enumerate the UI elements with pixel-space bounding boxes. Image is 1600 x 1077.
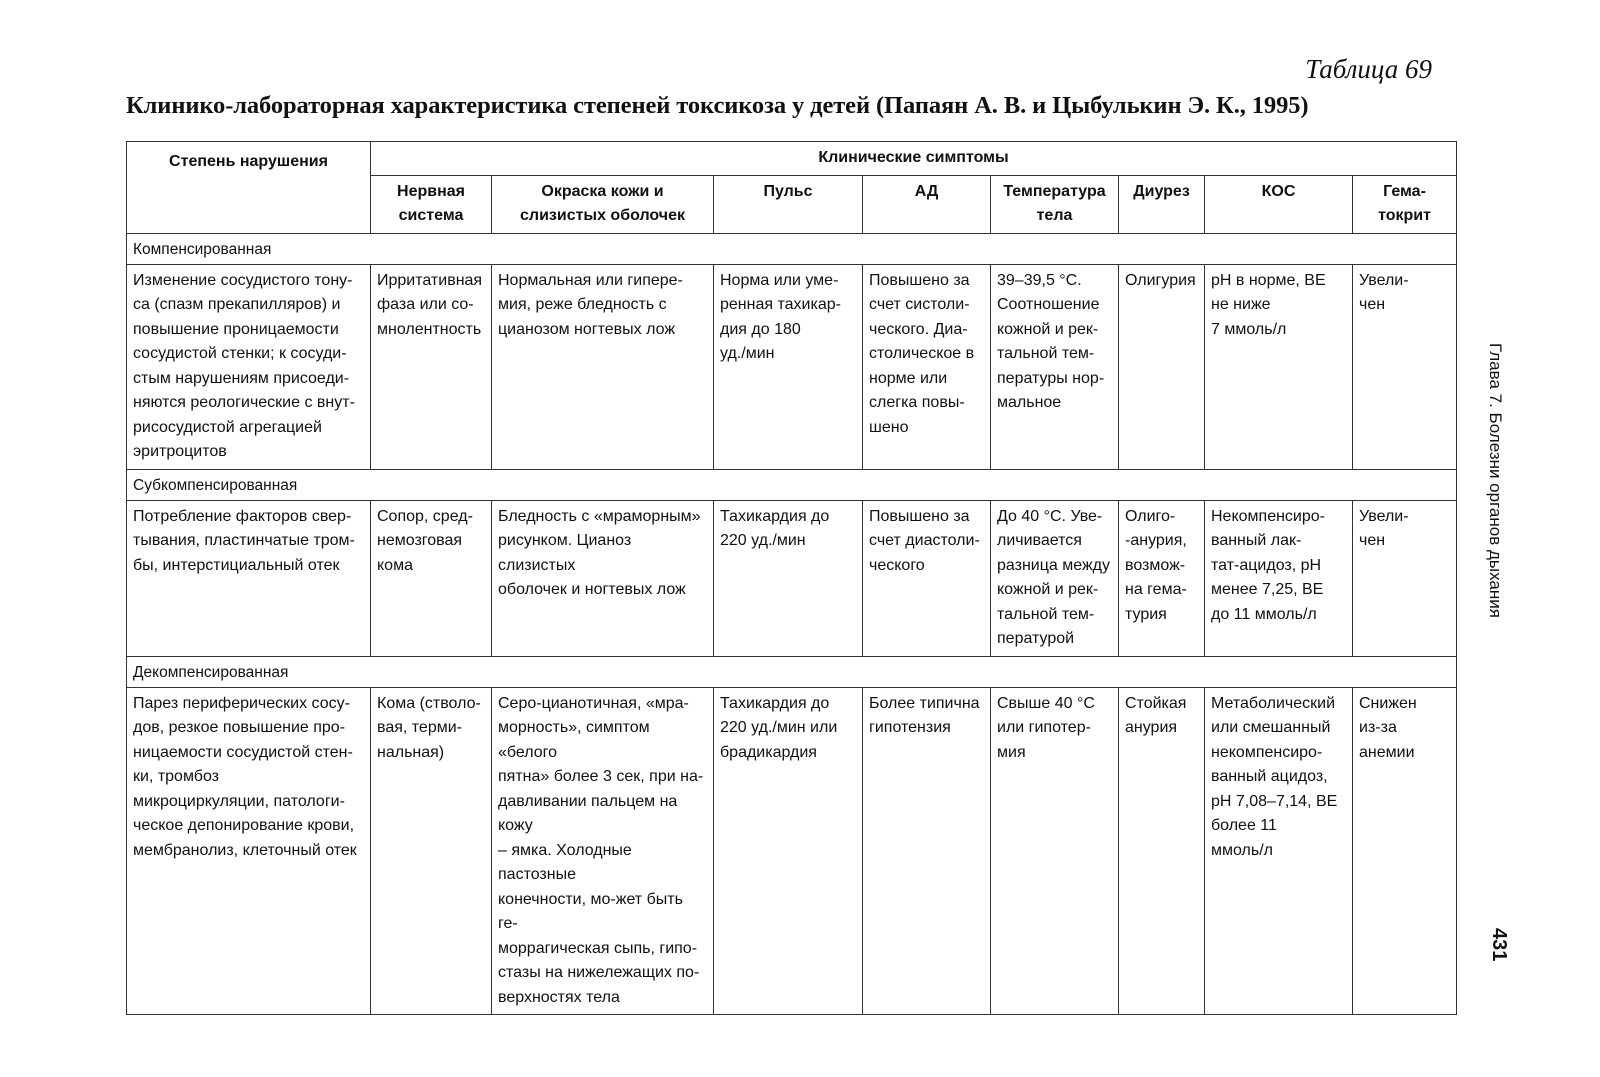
table-cell: Повышено за счет диастоли- ческого — [863, 500, 991, 656]
table-row — [127, 264, 1457, 469]
section-row — [127, 233, 1457, 264]
table-cell: Увели- чен — [1353, 264, 1457, 469]
column-header: Диурез — [1119, 175, 1205, 233]
section-title: Компенсированная — [127, 233, 1457, 264]
column-header: Окраска кожи и слизистых оболочек — [492, 175, 714, 233]
table-cell: Олиго- -анурия, возмож- на гема- турия — [1119, 500, 1205, 656]
corner-header: Степень нарушения — [127, 142, 371, 234]
table-cell: Серо-цианотичная, «мра- морность», симптом «белого пятна» более 3 сек, при на- давливании пальцем на кожу – ямка. Холодные пастозные конечности, мо-жет быть ге- моррагическая сыпь, гипо- стазы на нижележащих по- верхностях тела — [492, 687, 714, 1015]
column-header: АД — [863, 175, 991, 233]
section-title: Декомпенсированная — [127, 656, 1457, 687]
table-cell: Норма или уме- ренная тахикар- дия до 180 уд./мин — [714, 264, 863, 469]
table-number-label: Таблица 69 — [1305, 54, 1432, 84]
toxicosis-table — [126, 141, 1457, 1015]
page-number: 431 — [1488, 928, 1510, 962]
table-cell: До 40 °С. Уве- личивается разница между кожной и рек- тальной тем- пературой — [991, 500, 1119, 656]
table-cell: Олигурия — [1119, 264, 1205, 469]
section-title: Субкомпенсированная — [127, 469, 1457, 500]
table-cell: Нормальная или гипере- мия, реже бледность с цианозом ногтевых лож — [492, 264, 714, 469]
group-header: Клинические симптомы — [371, 142, 1457, 176]
table-cell: Сопор, сред- немозговая кома — [371, 500, 492, 656]
table-row — [127, 500, 1457, 656]
table-cell: Изменение сосудистого тону- са (спазм прекапилляров) и повышение проницаемости сосудистой стенки; к сосуди- стым нарушениям присоеди- няются реологические с внут- рисосудистой агрегацией эритроцитов — [127, 264, 371, 469]
section-row — [127, 656, 1457, 687]
table-row — [127, 687, 1457, 1015]
table-cell: Повышено за счет систоли- ческого. Диа- столическое в норме или слегка повы- шено — [863, 264, 991, 469]
table-cell: 39–39,5 °С. Соотношение кожной и рек- тальной тем- пературы нор- мальное — [991, 264, 1119, 469]
table-cell: Тахикардия до 220 уд./мин или брадикардия — [714, 687, 863, 1015]
table-title: Клинико-лабораторная характеристика степеней токсикоза у детей (Папаян А. В. и Цыбулькин Э. К., 1995) — [126, 92, 1309, 119]
table-cell: Парез периферических сосу- дов, резкое повышение про- ницаемости сосудистой стен- ки, тромбоз микроциркуляции, патологи- ческое депонирование крови, мембранолиз, клеточный отек — [127, 687, 371, 1015]
column-header: Пульс — [714, 175, 863, 233]
table-cell: Некомпенсиро- ванный лак- тат-ацидоз, pH менее 7,25, BE до 11 ммоль/л — [1205, 500, 1353, 656]
table-cell: Стойкая анурия — [1119, 687, 1205, 1015]
running-header: Глава 7. Болезни органов дыхания — [1486, 343, 1505, 618]
section-row — [127, 469, 1457, 500]
table-cell: Потребление факторов свер- тывания, пластинчатые тром- бы, интерстициальный отек — [127, 500, 371, 656]
table-cell: Ирритативная фаза или со- мнолентность — [371, 264, 492, 469]
table-cell: Более типична гипотензия — [863, 687, 991, 1015]
table-cell: Снижен из-за анемии — [1353, 687, 1457, 1015]
table-cell: Свыше 40 °С или гипотер- мия — [991, 687, 1119, 1015]
table-cell: Бледность с «мраморным» рисунком. Цианоз слизистых оболочек и ногтевых лож — [492, 500, 714, 656]
table-cell: Увели- чен — [1353, 500, 1457, 656]
column-header: Нервная система — [371, 175, 492, 233]
table-cell: Тахикардия до 220 уд./мин — [714, 500, 863, 656]
column-header: КОС — [1205, 175, 1353, 233]
table-cell: Метаболический или смешанный некомпенсиро- ванный ацидоз, pH 7,08–7,14, BE более 11 ммоль/л — [1205, 687, 1353, 1015]
table-cell: Кома (стволо- вая, терми- нальная) — [371, 687, 492, 1015]
column-header: Температура тела — [991, 175, 1119, 233]
column-header: Гема- токрит — [1353, 175, 1457, 233]
table-cell: pH в норме, BE не ниже 7 ммоль/л — [1205, 264, 1353, 469]
